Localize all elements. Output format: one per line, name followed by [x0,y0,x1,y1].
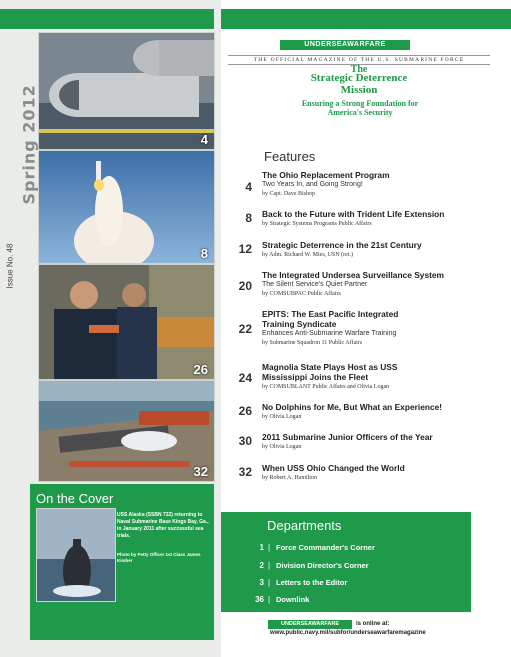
online-logo: UNDERSEAWARFARE [268,620,352,629]
cover-caption: USS Alaska (SSBN 732) returning to Naval Submarine Base Kings Bay, Ga., in January 2011 after successful sea trials. [117,512,209,539]
feature-title: 2011 Submarine Junior Officers of the Year [262,432,433,442]
feature-title: No Dolphins for Me, But What an Experience! [262,402,443,412]
department-page: 1 [259,543,264,552]
feature-page: 32 [238,465,252,479]
feature-item[interactable] [232,432,487,456]
feature-subtitle: Enhances Anti-Submarine Warfare Training [262,330,397,337]
feature-subtitle: Two Years In, and Going Strong! [262,181,363,188]
cover-thumbnail [36,508,116,602]
departments-heading: Departments [267,518,342,533]
feature-item[interactable] [232,463,487,487]
feature-byline: by Olivia Logan [262,444,302,450]
feature-byline: by Robert A. Hamilton [262,475,317,481]
department-divider: | [268,543,271,552]
photo-missile-tubes [38,32,215,150]
season-label: Spring 2012 [19,84,39,205]
theme-title-line1: Strategic Deterrence [310,72,408,84]
feature-title: Magnolia State Plays Host as USS Mississippi Joins the Fleet [262,362,398,382]
features-heading: Features [264,149,316,164]
missile-launch-image [39,151,214,263]
theme-subtitle: Ensuring a Strong Foundation for America's Security [301,99,419,117]
feature-page: 22 [238,322,252,336]
department-divider: | [268,578,271,587]
missile-tubes-image [39,33,214,149]
department-item[interactable] [240,561,460,573]
feature-title: The Ohio Replacement Program [262,170,390,180]
department-item[interactable] [240,595,460,607]
feature-item[interactable] [232,402,487,426]
feature-byline: by COMSUBLANT Public Affairs and Olivia Logan [262,384,390,390]
photo-page-number: 26 [193,362,208,377]
feature-byline: by Submarine Squadron 11 Public Affairs [262,340,363,346]
department-page: 36 [255,595,264,604]
feature-item[interactable] [232,209,487,233]
department-label: Force Commander's Corner [276,543,375,552]
feature-title: Strategic Deterrence in the 21st Century [262,240,422,250]
top-bar-left [0,9,214,29]
cover-heading: On the Cover [36,491,114,506]
feature-item[interactable] [232,170,487,200]
department-item[interactable] [240,543,460,555]
feature-item[interactable] [232,240,487,264]
cover-credit: Photo by Petty Officer 1st Class James Kimber [117,552,201,563]
feature-item[interactable] [232,270,487,302]
feature-byline: by Capt. Dave Bishop [262,191,315,197]
sailors-image [39,265,214,379]
spine [4,40,39,289]
department-label: Downlink [276,595,310,604]
feature-title: The Integrated Undersea Surveillance System [262,270,444,280]
feature-title: Back to the Future with Trident Life Extension [262,209,445,219]
theme-title-line2: Mission [340,84,378,96]
photo-page-number: 32 [193,464,208,479]
top-bar-right [221,9,511,29]
department-item[interactable] [240,578,460,590]
feature-title: When USS Ohio Changed the World [262,463,405,473]
feature-page: 26 [238,404,252,418]
online-url-link[interactable]: www.public.navy.mil/subfor/underseawarfaremagazine [270,630,426,636]
department-page: 3 [259,578,264,587]
feature-byline: by Adm. Richard W. Mies, USN (ret.) [262,252,353,258]
feature-page: 12 [238,242,252,256]
feature-item[interactable] [232,309,487,353]
department-label: Letters to the Editor [276,578,348,587]
photo-shipyard [38,380,215,482]
feature-page: 24 [238,371,252,385]
department-divider: | [268,561,271,570]
department-label: Division Director's Corner [276,561,369,570]
feature-byline: by Strategic Systems Programs Public Affairs [262,221,372,227]
issue-label: Issue No. 48 [5,243,15,289]
feature-subtitle: The Silent Service's Quiet Partner [262,281,368,288]
photo-sailors [38,264,215,380]
online-label: is online at: [356,621,390,627]
feature-byline: by COMSUBPAC Public Affairs [262,291,341,297]
photo-page-number: 4 [200,132,208,147]
submarine-image [37,509,115,601]
feature-item[interactable] [232,362,487,396]
masthead-tagline: THE OFFICIAL MAGAZINE OF THE U.S. SUBMARINE FORCE [228,55,490,65]
photo-page-number: 8 [200,246,208,261]
feature-page: 20 [238,279,252,293]
photo-missile-launch [38,150,215,264]
feature-page: 4 [245,180,252,194]
department-divider: | [268,595,271,604]
feature-page: 30 [238,434,252,448]
masthead-logo: UNDERSEAWARFARE [280,40,410,50]
feature-page: 8 [245,211,252,225]
department-page: 2 [259,561,264,570]
feature-title: EPITS: The East Pacific Integrated Training Syndicate [262,309,399,329]
feature-byline: by Olivia Logan [262,414,302,420]
shipyard-image [39,381,214,481]
theme-article: The [350,64,368,75]
